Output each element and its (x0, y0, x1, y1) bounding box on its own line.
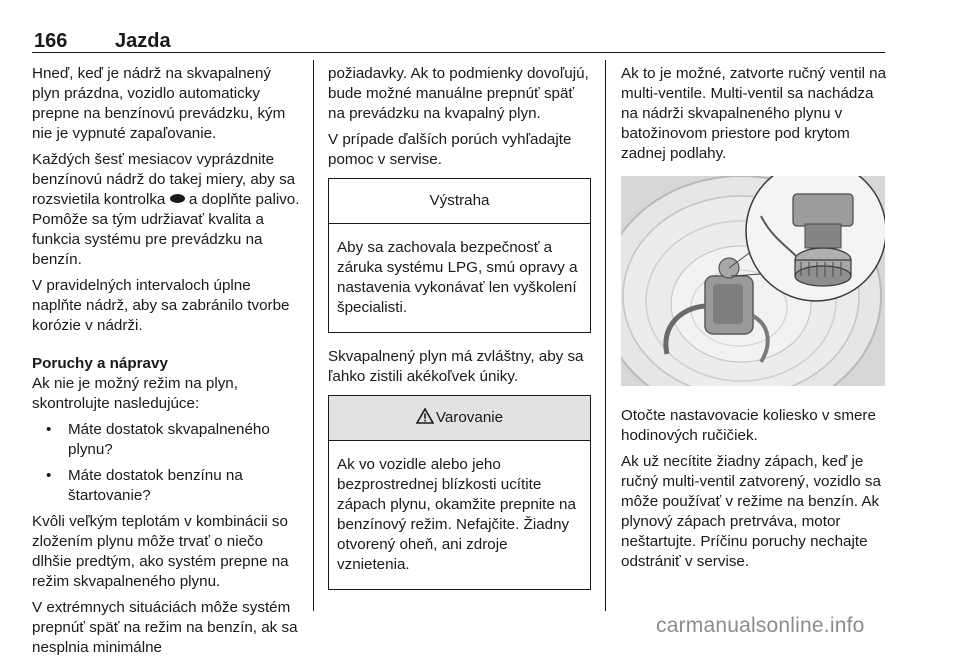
checklist (32, 420, 302, 506)
paragraph: Skvapalnený plyn má zvláštny, aby sa ľahko zistili akékoľvek úniky. (328, 348, 584, 385)
warning-title-text: Varovanie (435, 409, 504, 426)
warning-triangle-icon (416, 408, 434, 424)
paragraph: Ak už necítite žiadny zápach, keď je ručný multi-ventil zatvorený, vozidlo sa môže používať v režime na benzín. Ak plynový zápach pretrváva, motor neštartujte. Príčinu poruchy nechajte odstrániť v servise. (621, 453, 881, 570)
paragraph: V prípade ďalších porúch vyhľadajte pomoc v servise. (328, 131, 572, 168)
paragraph: Kvôli veľkým teplotám v kombinácii so zložením plynu môže trvať o niečo dlhšie predtým, ako systém prepne na režim skvapalneného plynu. (32, 513, 289, 590)
section-title: Jazda (115, 30, 171, 52)
column-divider (313, 60, 314, 611)
notice-body: Aby sa zachovala bezpečnosť a záruka systému LPG, smú opravy a nastavenia vykonávať len vyškolení špecialisti. (337, 239, 578, 316)
paragraph: Otočte nastavovacie koliesko v smere hodinových ručičiek. (621, 407, 876, 444)
notice-title: Výstraha (329, 179, 590, 224)
page-number: 166 (34, 30, 68, 52)
column-divider (605, 60, 606, 611)
page-header (32, 30, 885, 52)
paragraph: požiadavky. Ak to podmienky dovoľujú, bude možné manuálne prepnúť späť na prevádzku na kvapalný plyn. (328, 65, 589, 122)
notice-box (328, 178, 591, 333)
list-item: • Máte dostatok benzínu na štartovanie? (32, 466, 302, 506)
multi-valve-drawing (621, 176, 885, 386)
column-2 (328, 64, 591, 604)
paragraph: Ak nie je možný režim na plyn, skontrolujte nasledujúce: (32, 375, 238, 412)
subheading: Poruchy a nápravy (32, 355, 168, 372)
paragraph: Hneď, keď je nádrž na skvapalnený plyn prázdna, vozidlo automaticky prepne na benzínovú prevádzku, kým nie je vypnuté zapaľovanie. (32, 65, 286, 142)
paragraph (32, 150, 302, 270)
paragraph: Ak to je možné, zatvorte ručný ventil na multi-ventile. Multi-ventil sa nachádza na nádrži skvapalneného plynu v batožinovom priestore pod krytom zadnej podlahy. (621, 65, 887, 162)
warning-box (328, 395, 591, 590)
warning-body: Ak vo vozidle alebo jeho bezprostrednej blízkosti ucítite zápach plynu, okamžite prepnite na benzínový režim. Nefajčite. Žiadny otvorený oheň, ani zdroje vznietenia. (337, 456, 576, 573)
warning-title (329, 396, 590, 441)
multi-valve-illustration (621, 176, 885, 386)
header-rule (32, 52, 885, 53)
paragraph-text: a doplňte palivo. Pomôže sa tým udržiavať kvalita a funkcia systému pre prevádzku na benzín. (32, 191, 300, 268)
warning-lamp-icon (170, 194, 185, 203)
paragraph: V pravidelných intervaloch úplne naplňte nádrž, aby sa zabránilo tvorbe korózie v nádrži. (32, 277, 290, 334)
column-3 (621, 64, 889, 578)
watermark: carmanualsonline.info (656, 614, 865, 637)
column-1 (32, 64, 302, 664)
paragraph: V extrémnych situáciách môže systém prepnúť späť na režim na benzín, ak sa nesplnia minimálne (32, 599, 298, 656)
list-item: • Máte dostatok skvapalneného plynu? (32, 420, 302, 460)
paragraph-text: Každých šesť mesiacov vyprázdnite benzínovú nádrž do takej miery, aby sa rozsvietila kontrolka (32, 151, 296, 208)
